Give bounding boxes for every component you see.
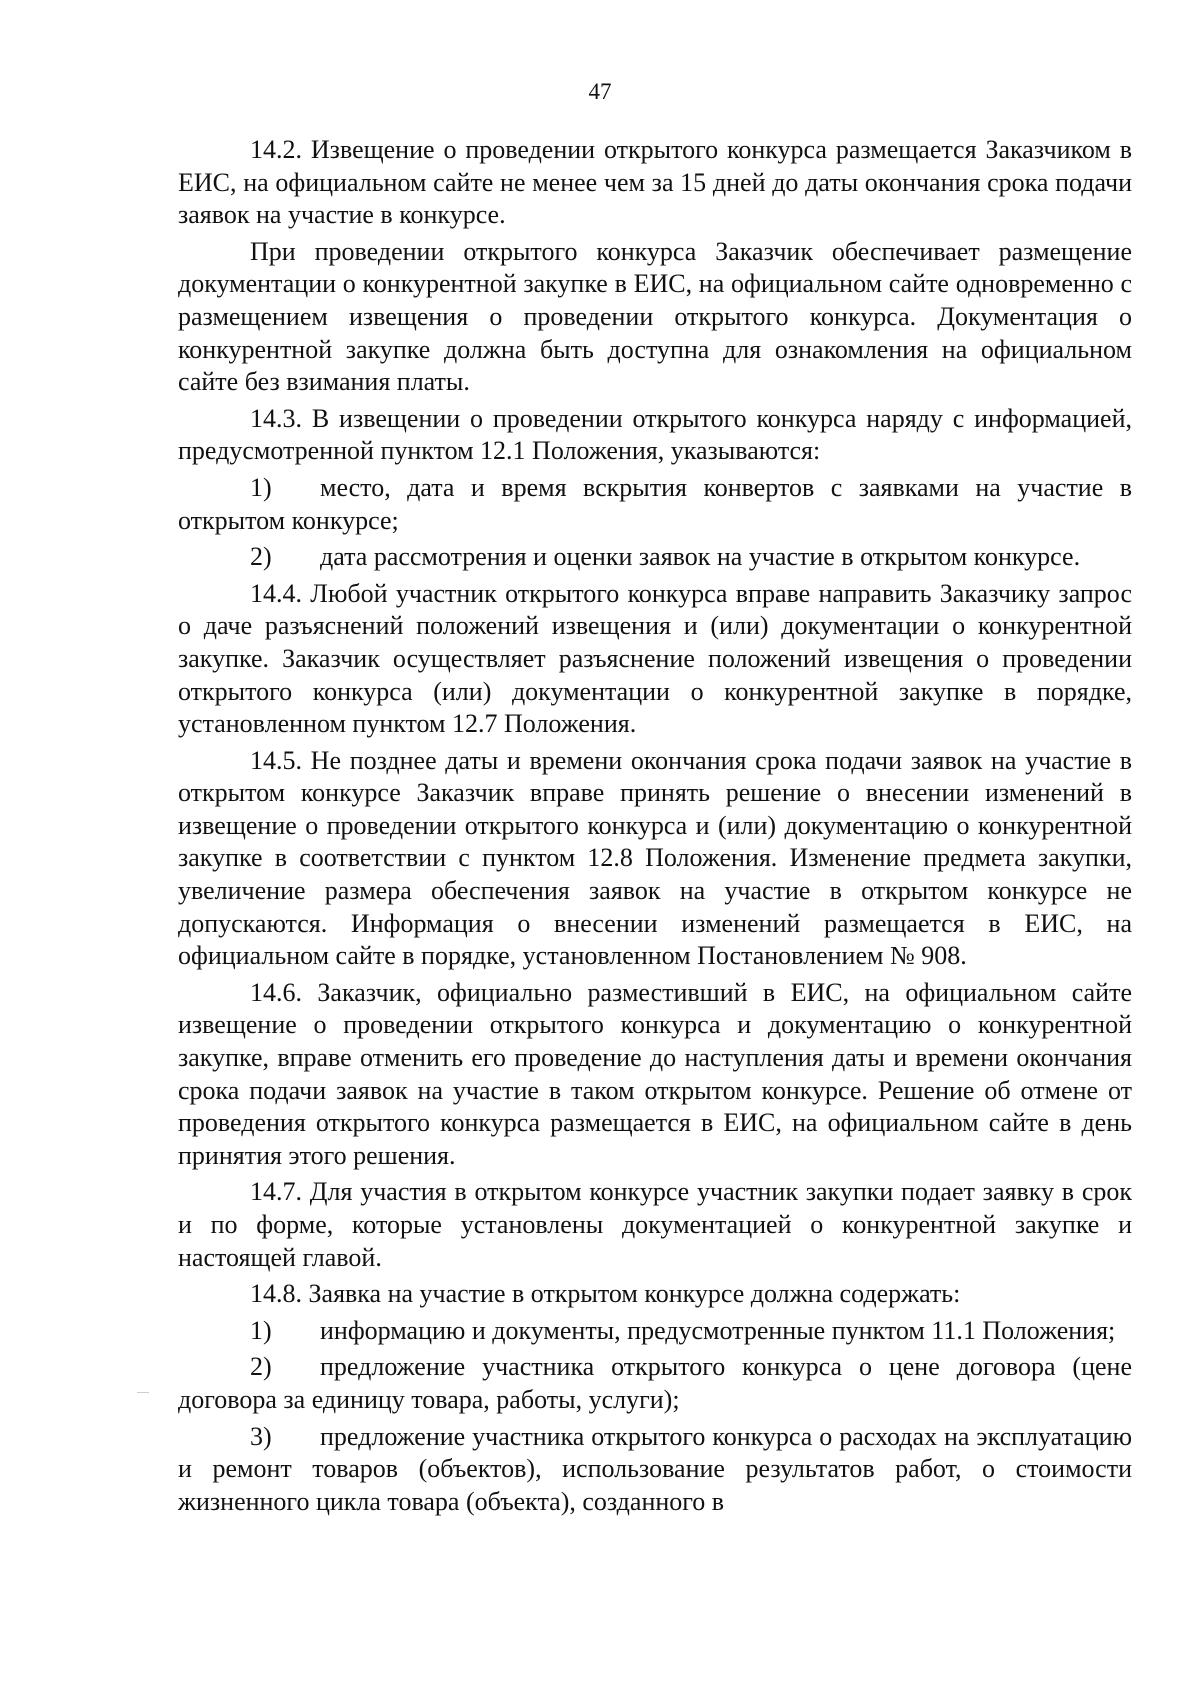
list-item-14-3-2 [178, 541, 1132, 574]
list-item-14-8-2 [178, 1351, 1132, 1416]
list-item-number: 1) [250, 472, 272, 502]
list-item-14-8-1 [178, 1315, 1132, 1348]
paragraph-text: 14.7. Для участия в открытом конкурсе участник закупки подает заявку в срок и по форме, которые установлены документацией о конкурентной закупке и настоящей главой. [178, 1177, 1132, 1272]
paragraph-text: 14.8. Заявка на участие в открытом конкурсе должна содержать: [250, 1279, 961, 1309]
paragraph-text: 14.2. Извещение о проведении открытого конкурса размещается Заказчиком в ЕИС, на официальном сайте не менее чем за 15 дней до даты окончания срока подачи заявок на участие в конкурсе. [178, 135, 1132, 230]
paragraph-14-5 [178, 745, 1132, 973]
paragraph-14-4 [178, 578, 1132, 741]
list-item-text: информацию и документы, предусмотренные пунктом 11.1 Положения; [320, 1315, 1116, 1345]
list-item-text: предложение участника открытого конкурса о цене договора (цене договора за единицу товара, работы, услуги); [178, 1352, 1132, 1414]
list-item-text: место, дата и время вскрытия конвертов с заявками на участие в открытом конкурсе; [178, 472, 1132, 535]
list-item-number: 2) [250, 1352, 272, 1382]
list-item-14-8-3 [178, 1421, 1132, 1519]
paragraph-14-3 [178, 403, 1132, 468]
list-item-number: 1) [250, 1315, 272, 1345]
page-number: 47 [588, 79, 612, 104]
list-item-14-3-1 [178, 472, 1132, 537]
scan-margin-mark [137, 1392, 149, 1393]
list-item-text: дата рассмотрения и оценки заявок на участие в открытом конкурсе. [320, 542, 1081, 572]
list-item-text: предложение участника открытого конкурса о расходах на эксплуатацию и ремонт товаров (объектов), использование результатов работ, о стоимости жизненного цикла товара (объекта), созданного в [178, 1421, 1132, 1516]
paragraph-documentation [178, 236, 1132, 399]
paragraph-14-2 [178, 134, 1132, 232]
document-body [178, 134, 1132, 1518]
paragraph-text: 14.5. Не позднее даты и времени окончания срока подачи заявок на участие в открытом конкурсе Заказчик вправе принять решение о внесении изменений в извещение о проведении открытого конкурса и (или) документацию о конкурентной закупке в соответствии с пунктом 12.8 Положения. Изменение предмета закупки, увеличение размера обеспечения заявок на участие в открытом конкурсе не допускаются. Информация о внесении изменений размещается в ЕИС, на официальном сайте в порядке, установленном Постановлением № 908. [178, 745, 1132, 971]
paragraph-text: При проведении открытого конкурса Заказчик обеспечивает размещение документации о конкурентной закупке в ЕИС, на официальном сайте одновременно с размещением извещения о проведении открытого конкурса. Документация о конкурентной закупке должна быть доступна для ознакомления на официальном сайте без взимания платы. [178, 236, 1132, 397]
paragraph-14-6 [178, 977, 1132, 1173]
paragraph-14-7 [178, 1176, 1132, 1274]
list-item-number: 3) [250, 1421, 272, 1451]
paragraph-text: 14.4. Любой участник открытого конкурса вправе направить Заказчику запрос о даче разъяснений положений извещения и (или) документации о конкурентной закупке. Заказчик осуществляет разъяснение положений извещения о проведении открытого конкурса (или) документации о конкурентной закупке в порядке, установленном пунктом 12.7 Положения. [178, 578, 1132, 739]
list-item-number: 2) [250, 542, 272, 572]
paragraph-14-8 [178, 1278, 1132, 1311]
paragraph-text: 14.6. Заказчик, официально разместивший в ЕИС, на официальном сайте извещение о проведении открытого конкурса и документацию о конкурентной закупке, вправе отменить его проведение до наступления даты и времени окончания срока подачи заявок на участие в таком открытом конкурсе. Решение об отмене от проведения открытого конкурса размещается в ЕИС, на официальном сайте в день принятия этого решения. [178, 977, 1132, 1170]
paragraph-text: 14.3. В извещении о проведении открытого конкурса наряду с информацией, предусмотренной пунктом 12.1 Положения, указываются: [178, 403, 1132, 466]
